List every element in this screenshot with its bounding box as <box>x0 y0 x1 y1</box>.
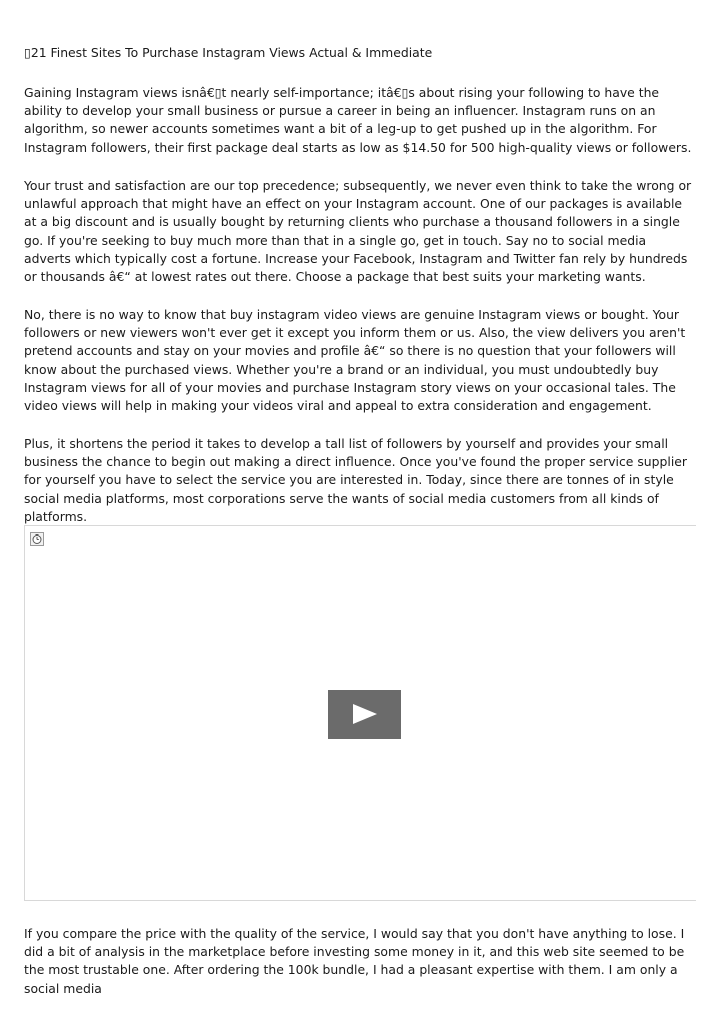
paragraph-5: If you compare the price with the quality of the service, I would say that you don't have anything to lose. I did a bit of analysis in the marketplace before investing some money in it, and this web site seemed to be the most trustable one. After ordering the 100k bundle, I had a pleasant expertise with them. I am only a social media <box>24 926 685 996</box>
paragraph-1: Gaining Instagram views isnâ€▯t nearly self-importance; itâ€▯s about rising your following to have the ability to develop your small business or pursue a career in being an influencer. Instagram runs on an algorithm, so newer accounts sometimes want a bit of a leg-up to get pushed up in the algorithm. For Instagram followers, their first package deal starts as low as $14.50 for 500 high-quality views or followers. <box>24 85 692 155</box>
paragraph-4: Plus, it shortens the period it takes to develop a tall list of followers by yourself and provides your small business the chance to begin out making a direct influence. Once you've found the proper service supplier for yourself you have to select the service you are interested in. Today, since there are tonnes of in style social media platforms, most corporations serve the wants of social media customers from all kinds of platforms. <box>24 436 687 524</box>
play-button[interactable] <box>328 690 401 739</box>
clock-icon <box>30 532 44 546</box>
title-glyph: ▯ <box>24 45 31 60</box>
paragraph-2: Your trust and satisfaction are our top precedence; subsequently, we never even think to take the wrong or unlawful approach that might have an effect on your Instagram account. One of our packages is available at a big discount and is usually bought by returning clients who purchase a thousand followers in a single go. If you're seeking to buy much more than that in a single go, get in touch. Say no to social media adverts which typically cost a fortune. Increase your Facebook, Instagram and Twitter fan rely by hundreds or thousands â€“ at lowest rates out there. Choose a package that best suits your marketing wants. <box>24 178 692 285</box>
paragraph-3: No, there is no way to know that buy instagram video views are genuine Instagram views or bought. Your followers or new viewers won't ever get it except you inform them or us. Also, the view delivers you aren't pretend accounts and stay on your movies and profile â€“ so there is no question that your followers will know about the purchased views. Whether you're a brand or an individual, you must undoubtedly buy Instagram views for all of your movies and purchase Instagram story views on your occasional tales. The video views will help in making your videos viral and appeal to extra consideration and engagement. <box>24 307 686 414</box>
video-embed[interactable] <box>24 525 696 901</box>
title-text: 21 Finest Sites To Purchase Instagram Views Actual & Immediate <box>30 45 433 60</box>
document-title <box>24 44 694 62</box>
play-icon <box>353 704 377 724</box>
